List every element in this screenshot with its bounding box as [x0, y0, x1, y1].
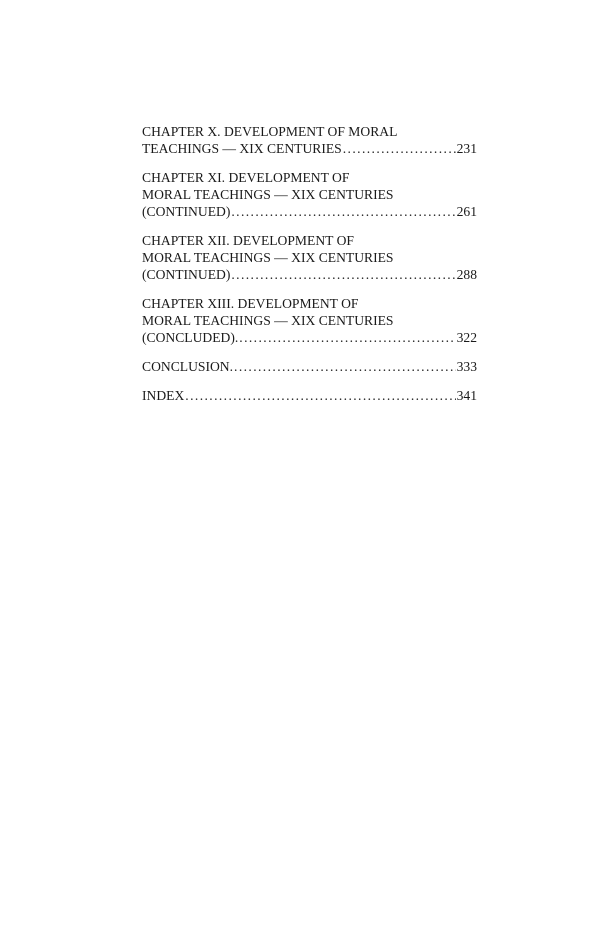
toc-entry-last-line — [142, 387, 477, 404]
toc-entry-title-line: (CONTINUED) — [142, 204, 231, 219]
toc-entry-title-line: CHAPTER X. DEVELOPMENT OF MORAL — [142, 124, 398, 139]
table-of-contents — [142, 123, 477, 416]
toc-entry-last-line — [142, 266, 477, 283]
toc-entry-title-line: CHAPTER XIII. DEVELOPMENT OF — [142, 296, 359, 311]
toc-entry-chapter-xi[interactable] — [142, 169, 477, 220]
toc-page-number: 333 — [456, 359, 477, 374]
dot-leader — [239, 329, 455, 346]
toc-entry-chapter-xii[interactable] — [142, 232, 477, 283]
dot-leader — [234, 358, 456, 375]
dot-leader — [231, 266, 455, 283]
toc-page-number: 231 — [456, 141, 477, 156]
toc-entry-title-line: (CONTINUED) — [142, 267, 231, 282]
toc-page-number: 322 — [456, 330, 477, 345]
toc-entry-last-line — [142, 140, 477, 157]
toc-entry-index[interactable] — [142, 387, 477, 404]
toc-page-number: 341 — [456, 388, 477, 403]
toc-entry-title-line: TEACHINGS — XIX CENTURIES — [142, 141, 342, 156]
toc-entry-last-line — [142, 203, 477, 220]
toc-entry-title-line: MORAL TEACHINGS — XIX CENTURIES — [142, 313, 394, 328]
toc-entry-title-line: CHAPTER XII. DEVELOPMENT OF — [142, 233, 354, 248]
toc-entry-title-line: INDEX — [142, 388, 185, 403]
toc-page-number: 288 — [456, 267, 477, 282]
toc-entry-title-line: (CONCLUDED). — [142, 330, 239, 345]
toc-entry-chapter-x[interactable] — [142, 123, 477, 157]
toc-entry-last-line — [142, 358, 477, 375]
dot-leader — [343, 140, 456, 157]
toc-entry-title-line: CONCLUSION. — [142, 359, 234, 374]
dot-leader — [231, 203, 455, 220]
toc-entry-conclusion[interactable] — [142, 358, 477, 375]
toc-entry-title-line: MORAL TEACHINGS — XIX CENTURIES — [142, 250, 394, 265]
toc-entry-title-line: MORAL TEACHINGS — XIX CENTURIES — [142, 187, 394, 202]
dot-leader — [185, 387, 455, 404]
toc-entry-last-line — [142, 329, 477, 346]
toc-page-number: 261 — [456, 204, 477, 219]
toc-entry-title-line: CHAPTER XI. DEVELOPMENT OF — [142, 170, 350, 185]
toc-entry-chapter-xiii[interactable] — [142, 295, 477, 346]
